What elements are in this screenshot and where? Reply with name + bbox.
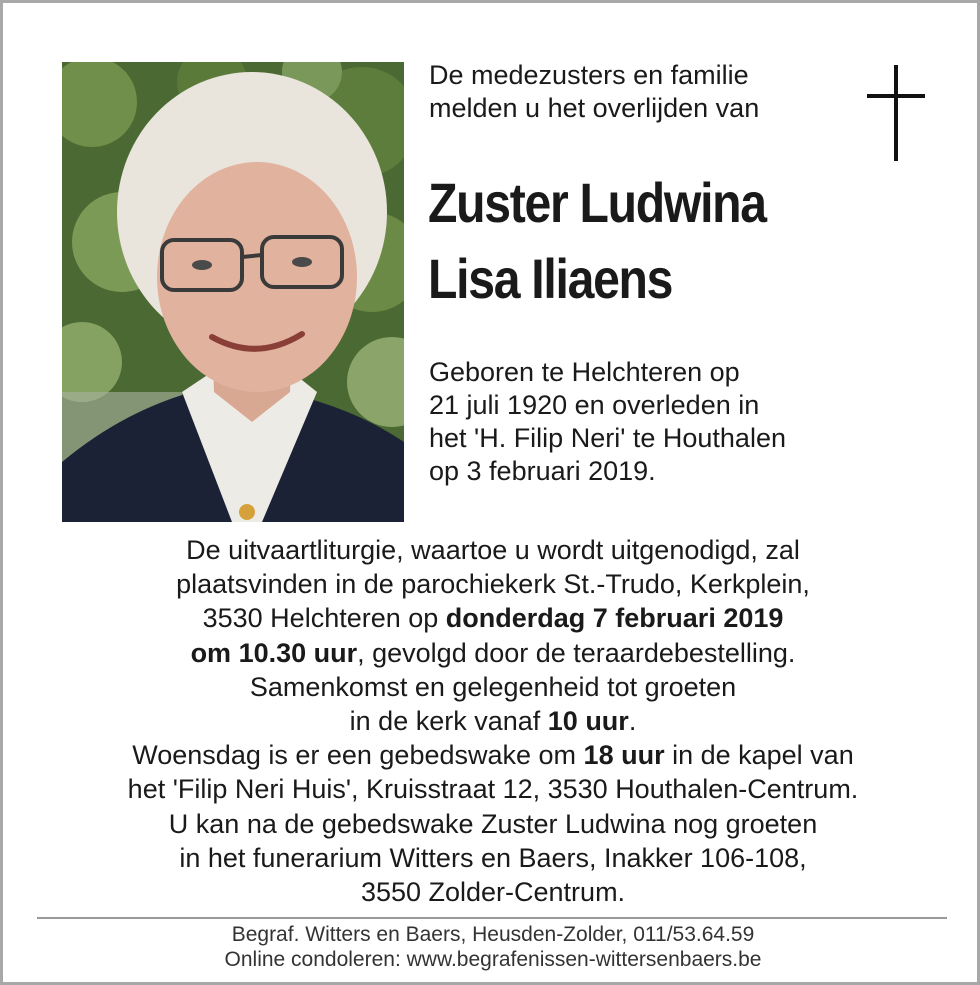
name-line-1: Zuster Ludwina: [428, 171, 766, 234]
born-line: het 'H. Filip Neri' te Houthalen: [429, 423, 786, 453]
ceremony-line: het 'Filip Neri Huis', Kruisstraat 12, 3530 Houthalen-Centrum.: [127, 774, 859, 805]
funeral-date: donderdag 7 februari 2019: [445, 603, 784, 634]
ceremony-text: in de kerk vanaf: [349, 706, 548, 737]
ceremony-line: plaatsvinden in de parochiekerk St.-Trudo, Kerkplein,: [176, 569, 810, 600]
ceremony-line: Samenkomst en gelegenheid tot groeten: [249, 671, 737, 702]
portrait-photo: [62, 62, 404, 522]
funeral-time: om 10.30 uur: [190, 637, 358, 668]
intro-text: [429, 59, 759, 125]
ceremony-line: in het funerarium Witters en Baers, Inakker 106-108,: [179, 842, 807, 873]
ceremony-text: , gevolgd door de teraardebestelling.: [357, 637, 796, 668]
name-line-2: Lisa Iliaens: [428, 247, 673, 310]
greeting-time: 10 uur: [547, 706, 629, 737]
ceremony-line: U kan na de gebedswake Zuster Ludwina nog groeten: [168, 808, 818, 839]
ceremony-line: De uitvaartliturgie, waartoe u wordt uitgenodigd, zal: [186, 535, 800, 565]
divider: [37, 917, 947, 919]
intro-line: melden u het overlijden van: [429, 93, 760, 123]
birth-death-info: [429, 356, 786, 488]
vigil-time: 18 uur: [583, 740, 665, 771]
ceremony-line: 3550 Zolder-Centrum.: [360, 877, 626, 908]
intro-line: De medezusters en familie: [429, 60, 749, 90]
ceremony-line: [43, 601, 943, 635]
footer: [43, 922, 943, 972]
ceremony-line: [43, 636, 943, 670]
cross-icon: [867, 65, 925, 161]
ceremony-text: in de kapel van: [664, 740, 854, 771]
born-line: op 3 februari 2019.: [429, 456, 656, 486]
ceremony-line: [43, 738, 943, 772]
ceremony-text: Woensdag is er een gebedswake om: [132, 740, 584, 771]
ceremony-text: 3530 Helchteren op: [202, 603, 446, 634]
ceremony-details: [43, 533, 943, 909]
born-line: 21 juli 1920 en overleden in: [429, 390, 760, 420]
ceremony-text: .: [628, 706, 637, 737]
deceased-name: [428, 165, 766, 317]
born-line: Geboren te Helchteren op: [429, 357, 740, 387]
ceremony-line: [43, 704, 943, 738]
funeral-home-contact: Begraf. Witters en Baers, Heusden-Zolder, 011/53.64.59: [231, 923, 755, 946]
portrait-illustration: [62, 62, 404, 522]
condolence-link[interactable]: Online condoleren: www.begrafenissen-wittersenbaers.be: [224, 948, 762, 971]
